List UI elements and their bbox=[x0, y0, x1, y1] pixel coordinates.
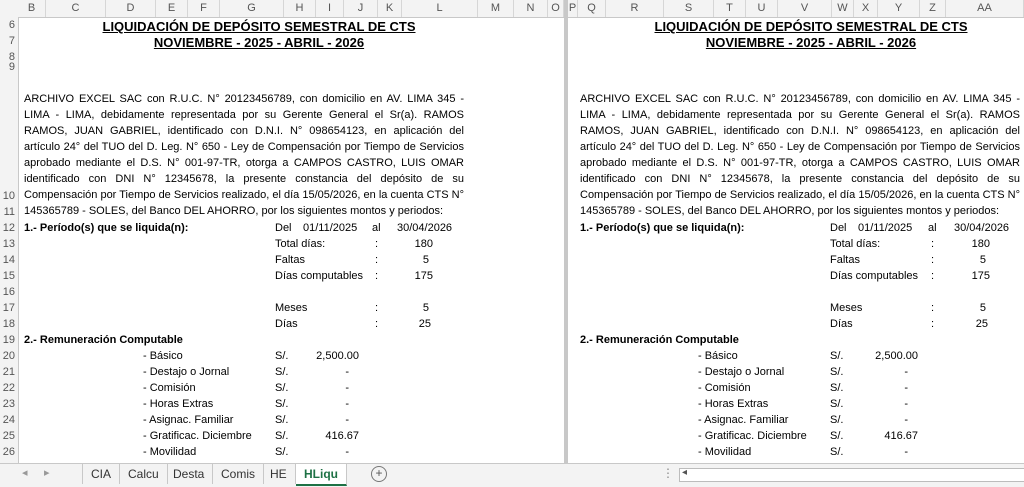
row-header[interactable]: 21 bbox=[2, 366, 15, 378]
rem-label: - Movilidad bbox=[143, 446, 197, 458]
row-header[interactable]: 6 bbox=[8, 19, 15, 31]
rem-value: - bbox=[345, 446, 349, 458]
column-header-bar-right bbox=[568, 0, 1024, 18]
row-header[interactable]: 17 bbox=[2, 302, 15, 314]
rem-label: - Movilidad bbox=[698, 446, 752, 458]
currency: S/. bbox=[275, 414, 289, 426]
currency: S/. bbox=[275, 366, 289, 378]
col-s[interactable]: S bbox=[664, 0, 714, 17]
currency: S/. bbox=[275, 430, 289, 442]
row-header[interactable]: 20 bbox=[2, 350, 15, 362]
col-x[interactable]: X bbox=[854, 0, 878, 17]
currency: S/. bbox=[830, 414, 844, 426]
row-header-bar bbox=[0, 17, 19, 463]
section-periodo: 1.- Período(s) que se liquida(n): bbox=[24, 222, 189, 234]
rem-label: - Básico bbox=[698, 350, 738, 362]
add-sheet-icon[interactable]: + bbox=[371, 466, 387, 482]
currency: S/. bbox=[275, 350, 289, 362]
row-header[interactable]: 16 bbox=[2, 286, 15, 298]
row-header[interactable]: 18 bbox=[2, 318, 15, 330]
dias-label: Días bbox=[830, 318, 853, 330]
dias-computables-label: Días computables bbox=[830, 270, 919, 282]
rem-value: - bbox=[345, 398, 349, 410]
corner-cell[interactable] bbox=[0, 0, 18, 18]
rem-value: - bbox=[904, 366, 908, 378]
col-c[interactable]: C bbox=[46, 0, 106, 17]
rem-label: - Asignac. Familiar bbox=[143, 414, 234, 426]
document-subtitle: NOVIEMBRE - 2025 - ABRIL - 2026 bbox=[153, 35, 365, 50]
col-e[interactable]: E bbox=[156, 0, 188, 17]
dias-value: 25 bbox=[975, 318, 988, 330]
col-i[interactable]: I bbox=[316, 0, 344, 17]
col-o[interactable]: O bbox=[548, 0, 564, 17]
total-dias-label: Total días: bbox=[275, 238, 326, 250]
sheet-tab-desta[interactable]: Desta bbox=[165, 464, 213, 484]
sheet-tab-cia[interactable]: CIA bbox=[82, 464, 120, 484]
sheet-tab-bar bbox=[0, 463, 1024, 487]
dias-computables-value: 175 bbox=[971, 270, 990, 282]
row-header[interactable]: 23 bbox=[2, 398, 15, 410]
currency: S/. bbox=[830, 398, 844, 410]
currency: S/. bbox=[830, 366, 844, 378]
col-f[interactable]: F bbox=[188, 0, 220, 17]
document-title: LIQUIDACIÓN DE DEPÓSITO SEMESTRAL DE CTS bbox=[102, 19, 416, 34]
document-subtitle: NOVIEMBRE - 2025 - ABRIL - 2026 bbox=[705, 35, 917, 50]
col-u[interactable]: U bbox=[746, 0, 778, 17]
col-v[interactable]: V bbox=[778, 0, 832, 17]
horizontal-scrollbar[interactable] bbox=[679, 468, 1024, 482]
currency: S/. bbox=[830, 446, 844, 458]
column-header-bar-left bbox=[18, 0, 564, 18]
section-remuneracion: 2.- Remuneración Computable bbox=[580, 334, 739, 346]
rem-value: - bbox=[345, 382, 349, 394]
total-dias-label: Total días: bbox=[830, 238, 881, 250]
row-header[interactable]: 25 bbox=[2, 430, 15, 442]
faltas-value: 5 bbox=[422, 254, 429, 266]
col-t[interactable]: T bbox=[714, 0, 746, 17]
window-split-bar[interactable] bbox=[564, 0, 568, 463]
dias-computables-value: 175 bbox=[414, 270, 433, 282]
row-header[interactable]: 26 bbox=[2, 446, 15, 458]
col-m[interactable]: M bbox=[478, 0, 514, 17]
del-label: Del bbox=[830, 222, 847, 234]
currency: S/. bbox=[830, 350, 844, 362]
rem-label: - Comisión bbox=[698, 382, 751, 394]
colon: : bbox=[931, 238, 935, 250]
meses-value: 5 bbox=[422, 302, 429, 314]
rem-label: - Destajo o Jornal bbox=[143, 366, 230, 378]
col-l[interactable]: L bbox=[402, 0, 478, 17]
total-dias-value: 180 bbox=[971, 238, 990, 250]
rem-value: - bbox=[904, 414, 908, 426]
col-aa[interactable]: AA bbox=[946, 0, 1024, 17]
colon: : bbox=[931, 302, 935, 314]
col-q[interactable]: Q bbox=[578, 0, 606, 17]
sheet-tab-calcu[interactable]: Calcu bbox=[120, 464, 168, 484]
total-dias-value: 180 bbox=[414, 238, 433, 250]
col-j[interactable]: J bbox=[344, 0, 378, 17]
rem-value: 2,500.00 bbox=[316, 350, 359, 362]
col-r[interactable]: R bbox=[606, 0, 664, 17]
section-remuneracion: 2.- Remuneración Computable bbox=[24, 334, 183, 346]
row-header[interactable]: 8 bbox=[8, 51, 15, 63]
row-header[interactable]: 14 bbox=[2, 254, 15, 266]
document-title: LIQUIDACIÓN DE DEPÓSITO SEMESTRAL DE CTS bbox=[654, 19, 968, 34]
row-header[interactable]: 9 bbox=[8, 61, 15, 73]
rem-value: - bbox=[345, 366, 349, 378]
row-header[interactable]: 10 bbox=[2, 190, 15, 202]
rem-value: 416.67 bbox=[325, 430, 359, 442]
row-header[interactable]: 13 bbox=[2, 238, 15, 250]
scroll-left-arrow-icon[interactable]: ◂ bbox=[682, 467, 688, 478]
row-header[interactable]: 19 bbox=[2, 334, 15, 346]
row-header[interactable]: 15 bbox=[2, 270, 15, 282]
fecha-fin: 30/04/2026 bbox=[954, 222, 1010, 234]
sheet-pane-right[interactable] bbox=[576, 17, 1024, 463]
faltas-label: Faltas bbox=[830, 254, 860, 266]
colon: : bbox=[931, 318, 935, 330]
constancia-paragraph: ARCHIVO EXCEL SAC con R.U.C. N° 20123456789, con domicilio en AV. LIMA 345 - LIMA - LIMA, debidamente representada por su Gerente General el Sr(a). RAMOS RAMOS, JUAN GABRIEL, identificado con D.N.I. N° 098654123, en aplicación del artículo 24° del TUO del D. Leg. N° 650 - Ley de Compensación por Tiempo de Servicios aprobado mediante el D.S. N° 001-97-TR, otorga a CAMPOS CASTRO, LUIS OMAR identificado con DNI N° 12345678, la presente constancia del depósito de su Compensación por Tiempo de Servicios realizado, el día 15/05/2026, en la cuenta CTS N° 145365789 - SOLES, del Banco DEL AHORRO, por los siguientes montos y periodos: bbox=[24, 93, 464, 217]
col-h[interactable]: H bbox=[284, 0, 316, 17]
sheet-pane-left[interactable] bbox=[19, 17, 564, 463]
rem-label: - Asignac. Familiar bbox=[698, 414, 789, 426]
faltas-value: 5 bbox=[979, 254, 986, 266]
dias-computables-label: Días computables bbox=[275, 270, 364, 282]
rem-label: - Gratificac. Diciembre bbox=[143, 430, 252, 442]
col-p[interactable]: P bbox=[568, 0, 578, 17]
currency: S/. bbox=[275, 446, 289, 458]
tab-splitter-handle-icon[interactable]: ⋮ bbox=[662, 466, 674, 480]
meses-value: 5 bbox=[979, 302, 986, 314]
rem-value: - bbox=[904, 398, 908, 410]
row-header[interactable]: 22 bbox=[2, 382, 15, 394]
colon: : bbox=[375, 318, 379, 330]
rem-label: - Comisión bbox=[143, 382, 196, 394]
al-label: al bbox=[372, 222, 381, 234]
sheet-tab-hliqu[interactable]: HLiqu bbox=[296, 464, 347, 486]
rem-label: - Horas Extras bbox=[698, 398, 769, 410]
col-b[interactable]: B bbox=[18, 0, 46, 17]
colon: : bbox=[375, 238, 379, 250]
rem-label: - Horas Extras bbox=[143, 398, 214, 410]
currency: S/. bbox=[830, 430, 844, 442]
col-w[interactable]: W bbox=[832, 0, 854, 17]
rem-value: - bbox=[904, 382, 908, 394]
col-y[interactable]: Y bbox=[878, 0, 920, 17]
meses-label: Meses bbox=[275, 302, 308, 314]
fecha-inicio: 01/11/2025 bbox=[858, 222, 913, 234]
currency: S/. bbox=[830, 382, 844, 394]
currency: S/. bbox=[275, 382, 289, 394]
row-header[interactable]: 12 bbox=[2, 222, 15, 234]
colon: : bbox=[375, 254, 379, 266]
row-header[interactable]: 11 bbox=[3, 206, 15, 218]
rem-value: - bbox=[345, 414, 349, 426]
rem-label: - Gratificac. Diciembre bbox=[698, 430, 807, 442]
fecha-fin: 30/04/2026 bbox=[397, 222, 453, 234]
sheet-tab-comis[interactable]: Comis bbox=[213, 464, 264, 484]
faltas-label: Faltas bbox=[275, 254, 305, 266]
colon: : bbox=[375, 270, 379, 282]
currency: S/. bbox=[275, 398, 289, 410]
del-label: Del bbox=[275, 222, 292, 234]
section-periodo: 1.- Período(s) que se liquida(n): bbox=[580, 222, 745, 234]
sheet-tab-he[interactable]: HE bbox=[262, 464, 296, 484]
fecha-inicio: 01/11/2025 bbox=[303, 222, 358, 234]
tab-scroll-right-icon[interactable]: ▸ bbox=[44, 467, 50, 479]
rem-value: 416.67 bbox=[884, 430, 918, 442]
rem-value: - bbox=[904, 446, 908, 458]
col-g[interactable]: G bbox=[220, 0, 284, 17]
colon: : bbox=[931, 270, 935, 282]
colon: : bbox=[931, 254, 935, 266]
meses-label: Meses bbox=[830, 302, 863, 314]
al-label: al bbox=[928, 222, 937, 234]
col-k[interactable]: K bbox=[378, 0, 402, 17]
rem-label: - Básico bbox=[143, 350, 183, 362]
row-header[interactable]: 7 bbox=[8, 35, 15, 47]
constancia-paragraph: ARCHIVO EXCEL SAC con R.U.C. N° 20123456789, con domicilio en AV. LIMA 345 - LIMA - LIMA, debidamente representada por su Gerente General el Sr(a). RAMOS RAMOS, JUAN GABRIEL, identificado con D.N.I. N° 098654123, en aplicación del artículo 24° del TUO del D. Leg. N° 650 - Ley de Compensación por Tiempo de Servicios aprobado mediante el D.S. N° 001-97-TR, otorga a CAMPOS CASTRO, LUIS OMAR identificado con DNI N° 12345678, la presente constancia del depósito de su Compensación por Tiempo de Servicios realizado, el día 15/05/2026, en la cuenta CTS N° 145365789 - SOLES, del Banco DEL AHORRO, por los siguientes montos y periodos: bbox=[580, 93, 1020, 217]
dias-label: Días bbox=[275, 318, 298, 330]
rem-label: - Destajo o Jornal bbox=[698, 366, 785, 378]
col-n[interactable]: N bbox=[514, 0, 548, 17]
dias-value: 25 bbox=[418, 318, 431, 330]
col-d[interactable]: D bbox=[106, 0, 156, 17]
col-z[interactable]: Z bbox=[920, 0, 946, 17]
colon: : bbox=[375, 302, 379, 314]
rem-value: 2,500.00 bbox=[875, 350, 918, 362]
row-header[interactable]: 24 bbox=[2, 414, 15, 426]
tab-scroll-left-icon[interactable]: ◂ bbox=[22, 467, 28, 479]
